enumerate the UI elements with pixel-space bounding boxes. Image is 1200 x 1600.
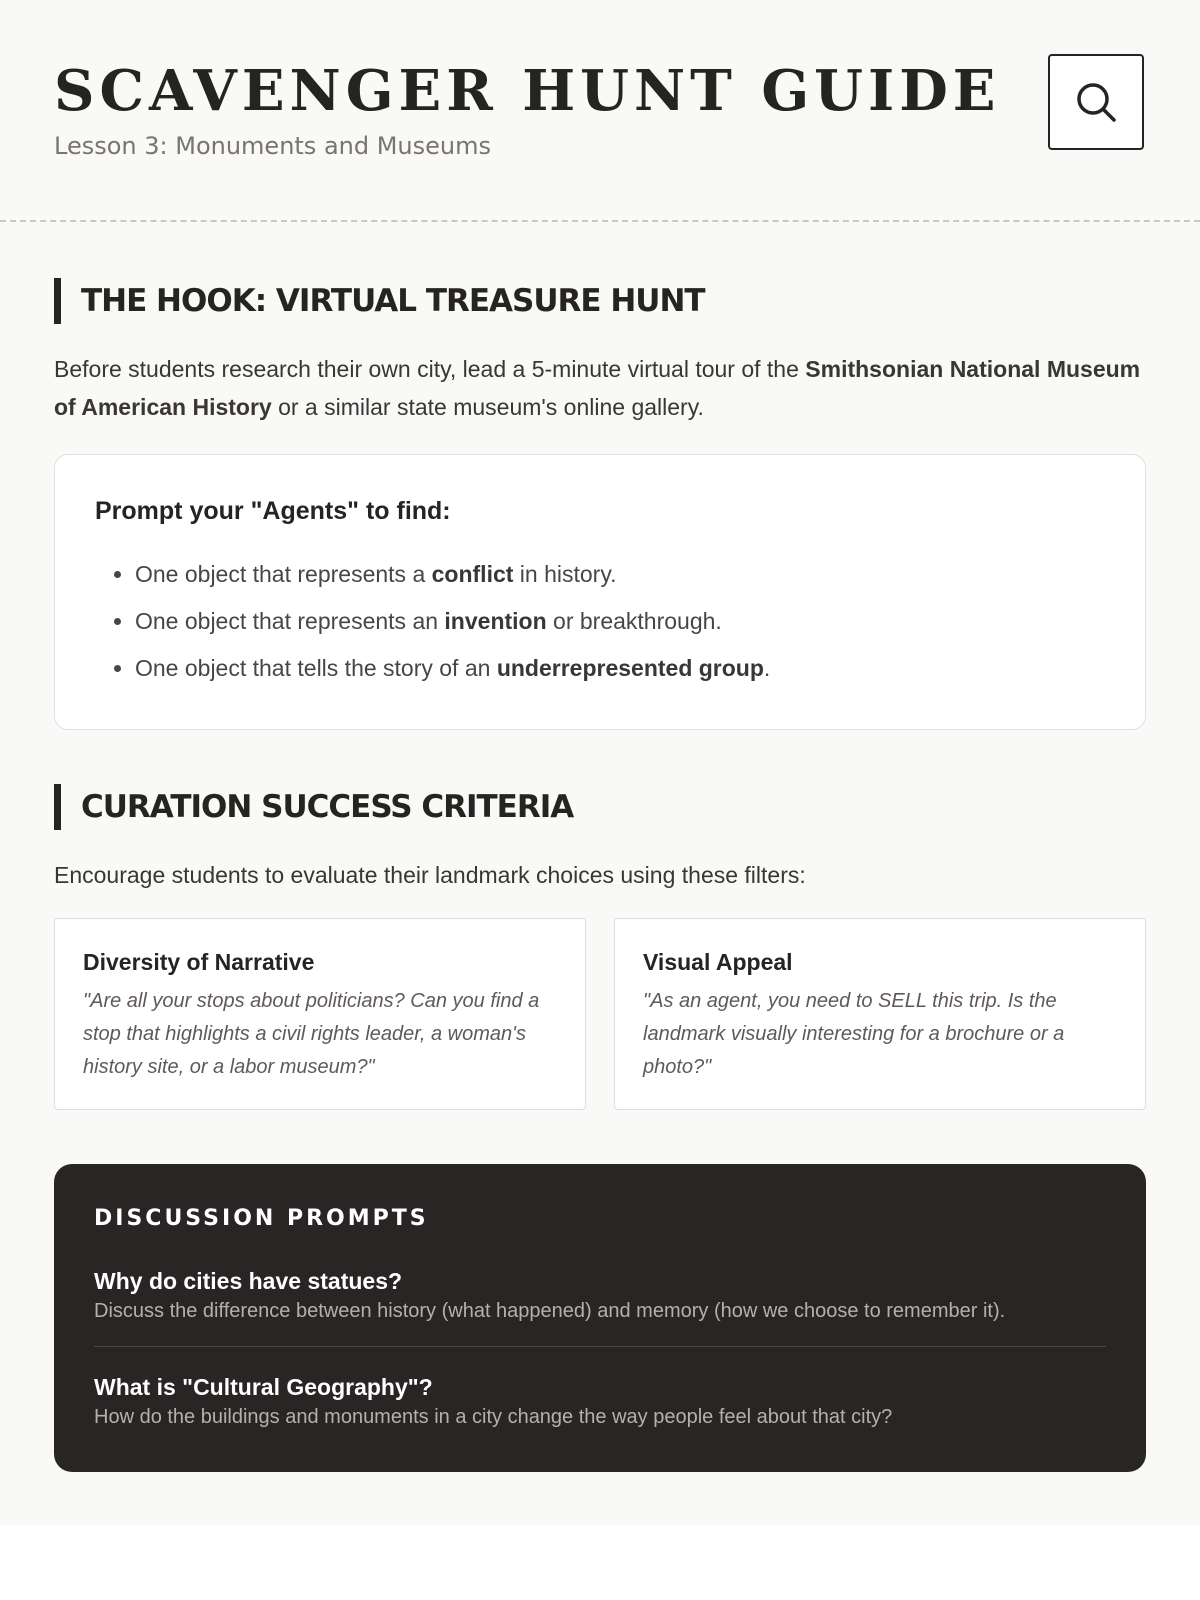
list-item-emphasis: invention (444, 608, 547, 634)
discussion-question: Why do cities have statues? (94, 1268, 403, 1294)
hook-intro (54, 350, 1144, 426)
hook-intro-text-end: or a similar state museum's online gallery. (271, 394, 704, 420)
agent-prompt-title: Prompt your "Agents" to find: (95, 497, 451, 525)
criteria-card-quote: "Are all your stops about politicians? Can you find a stop that highlights a civil rights leader, a woman's history site, or a labor museum?" (83, 990, 540, 1078)
list-item (135, 551, 770, 598)
criteria-card-title: Diversity of Narrative (83, 949, 315, 975)
search-button[interactable] (1048, 54, 1144, 150)
list-item-text-end: in history. (513, 561, 617, 587)
list-item-emphasis: conflict (431, 561, 514, 587)
hook-intro-text: Before students research their own city, lead a 5-minute virtual tour of the (54, 356, 806, 382)
search-icon (1072, 78, 1120, 126)
discussion-detail: Discuss the difference between history (what happened) and memory (how we choose to remember it). (94, 1300, 1006, 1322)
criteria-intro: Encourage students to evaluate their landmark choices using these filters: (54, 862, 806, 888)
criteria-card-diversity (54, 918, 586, 1110)
discussion-prompts-panel (54, 1164, 1146, 1472)
criteria-card-title: Visual Appeal (643, 949, 793, 975)
discussion-item (94, 1372, 1106, 1432)
list-item (135, 645, 770, 692)
page-subtitle: Lesson 3: Monuments and Museums (54, 132, 492, 160)
page-header (0, 0, 1200, 222)
discussion-question: What is "Cultural Geography"? (94, 1374, 433, 1400)
agent-prompt-list (95, 551, 770, 692)
list-item (135, 598, 770, 645)
list-item-emphasis: underrepresented group (496, 655, 764, 681)
criteria-card-visual-appeal (614, 918, 1146, 1110)
discussion-label: DISCUSSION PROMPTS (94, 1206, 429, 1231)
list-item-text: One object that represents a (135, 561, 432, 587)
discussion-item (94, 1266, 1106, 1347)
agent-prompt-card (54, 454, 1146, 730)
criteria-heading: CURATION SUCCESS CRITERIA (54, 784, 573, 830)
list-item-text: One object that tells the story of an (135, 655, 497, 681)
criteria-card-quote: "As an agent, you need to SELL this trip. Is the landmark visually interesting for a brochure or a photo?" (643, 990, 1065, 1078)
hook-heading: THE HOOK: VIRTUAL TREASURE HUNT (54, 278, 705, 324)
page-title: SCAVENGER HUNT GUIDE (54, 58, 1001, 124)
list-item-text-end: . (763, 655, 771, 681)
list-item-text-end: or breakthrough. (546, 608, 722, 634)
discussion-detail: How do the buildings and monuments in a city change the way people feel about that city? (94, 1406, 893, 1428)
list-item-text: One object that represents an (135, 608, 445, 634)
hook-intro-museum: Smithsonian National Museum of American History (54, 356, 1141, 420)
